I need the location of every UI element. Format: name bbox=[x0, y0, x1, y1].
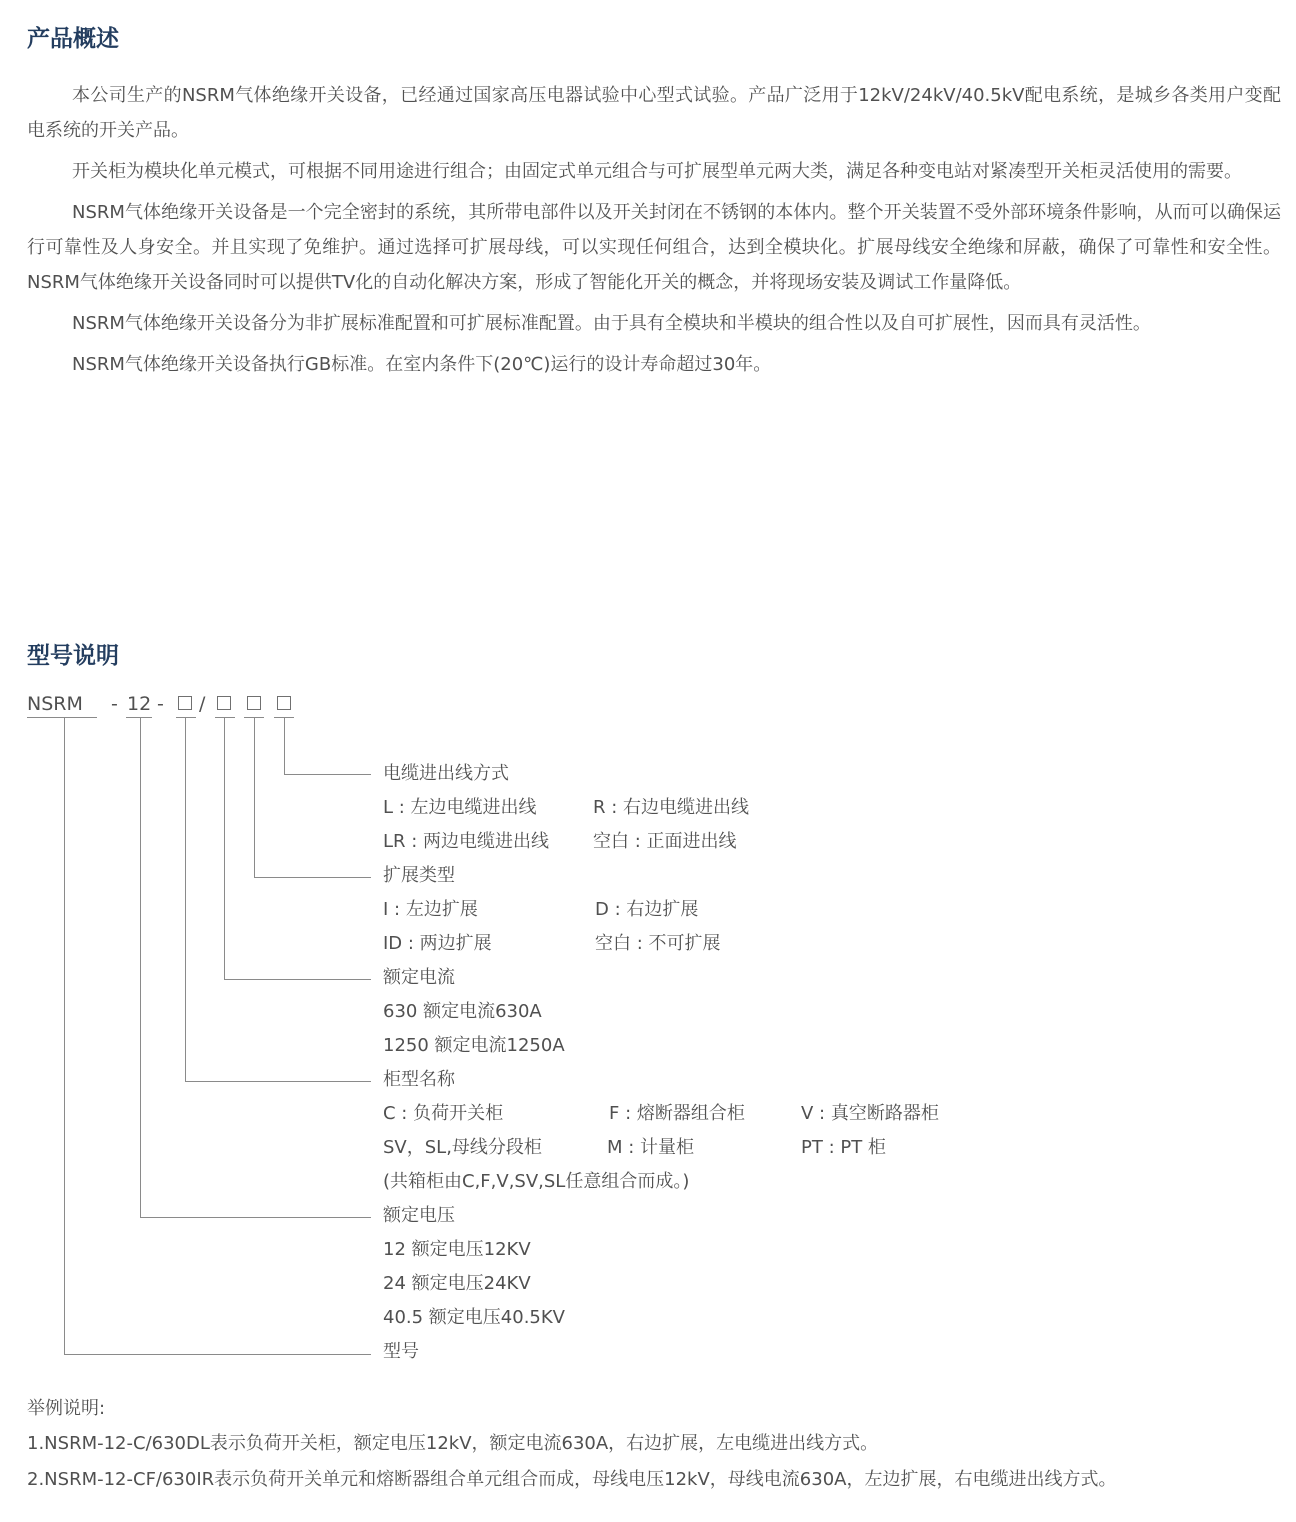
model-line-text: 额定电流 bbox=[383, 967, 455, 988]
example-item: 2.NSRM-12-CF/630IR表示负荷开关单元和熔断器组合单元组合而成，母线电压12kV，母线电流630A，左边扩展，右电缆进出线方式。 bbox=[27, 1469, 1117, 1490]
placeholder-box-icon bbox=[217, 696, 231, 710]
model-line-text: 40.5 额定电压40.5KV bbox=[383, 1307, 565, 1328]
model-line-text: (共箱柜由C,F,V,SV,SL任意组合而成。) bbox=[383, 1171, 690, 1192]
model-line-text: 型号 bbox=[383, 1341, 419, 1362]
connector-line bbox=[224, 979, 371, 980]
connector-line bbox=[185, 717, 186, 1082]
model-code-dash: - bbox=[157, 693, 164, 715]
examples-heading: 举例说明: bbox=[27, 1398, 106, 1419]
connector-line bbox=[224, 717, 225, 980]
overview-paragraph: 开关柜为模块化单元模式，可根据不同用途进行组合；由固定式单元组合与可扩展型单元两大类，满足各种变电站对紧凑型开关柜灵活使用的需要。 bbox=[72, 161, 1242, 182]
connector-line bbox=[140, 717, 141, 1218]
model-line-text: 扩展类型 bbox=[383, 865, 455, 886]
model-line-text: L : 左边电缆进出线 bbox=[383, 797, 537, 818]
model-code-slash: / bbox=[199, 693, 206, 715]
model-code-dash: - bbox=[111, 693, 118, 715]
code-underline bbox=[27, 717, 97, 718]
model-line-text: 柜型名称 bbox=[383, 1069, 455, 1090]
connector-line bbox=[284, 774, 371, 775]
connector-line bbox=[64, 717, 65, 1355]
placeholder-box-icon bbox=[277, 696, 291, 710]
model-line-text: D : 右边扩展 bbox=[595, 899, 699, 920]
code-underline bbox=[215, 717, 235, 718]
model-line-text: 24 额定电压24KV bbox=[383, 1273, 531, 1294]
connector-line bbox=[284, 717, 285, 775]
connector-line bbox=[185, 1081, 371, 1082]
code-underline bbox=[126, 717, 152, 718]
model-line-text: 630 额定电流630A bbox=[383, 1001, 542, 1022]
model-title: 型号说明 bbox=[27, 643, 119, 669]
model-line-text: 额定电压 bbox=[383, 1205, 455, 1226]
model-line-text: 空白 : 不可扩展 bbox=[595, 933, 721, 954]
overview-title: 产品概述 bbox=[27, 26, 119, 52]
overview-paragraph: NSRM气体绝缘开关设备是一个完全密封的系统，其所带电部件以及开关封闭在不锈钢的本体内。整个开关装置不受外部环境条件影响，从而可以确保运行可靠性及人身安全。并且实现了免维护。通过选择可扩展母线，可以实现任何组合，达到全模块化。扩展母线安全绝缘和屏蔽，确保了可靠性和安全性。NSRM气体绝缘开关设备同时可以提供TV化的自动化解决方案，形成了智能化开关的概念，并将现场安装及调试工作量降低。 bbox=[27, 202, 1281, 293]
overview-body bbox=[27, 78, 1281, 388]
model-line-text: 电缆进出线方式 bbox=[383, 763, 509, 784]
connector-line bbox=[254, 717, 255, 878]
model-line-text: PT : PT 柜 bbox=[801, 1137, 886, 1158]
model-line-text: SV，SL,母线分段柜 bbox=[383, 1137, 542, 1158]
model-code-prefix: NSRM bbox=[27, 693, 83, 715]
model-line-text: LR : 两边电缆进出线 bbox=[383, 831, 550, 852]
model-line-text: C : 负荷开关柜 bbox=[383, 1103, 504, 1124]
model-line-text: F : 熔断器组合柜 bbox=[609, 1103, 745, 1124]
model-line-text: 12 额定电压12KV bbox=[383, 1239, 531, 1260]
model-code-voltage: 12 bbox=[127, 693, 152, 715]
connector-line bbox=[254, 877, 371, 878]
model-line-text: ID : 两边扩展 bbox=[383, 933, 492, 954]
model-line-text: 1250 额定电流1250A bbox=[383, 1035, 565, 1056]
model-line-text: V : 真空断路器柜 bbox=[801, 1103, 939, 1124]
placeholder-box-icon bbox=[247, 696, 261, 710]
overview-paragraph: 本公司生产的NSRM气体绝缘开关设备，已经通过国家高压电器试验中心型式试验。产品广泛用于12kV/24kV/40.5kV配电系统，是城乡各类用户变配电系统的开关产品。 bbox=[27, 85, 1281, 141]
connector-line bbox=[140, 1217, 371, 1218]
connector-line bbox=[64, 1354, 371, 1355]
example-item: 1.NSRM-12-C/630DL表示负荷开关柜，额定电压12kV，额定电流630A，右边扩展，左电缆进出线方式。 bbox=[27, 1433, 879, 1454]
model-line-text: I : 左边扩展 bbox=[383, 899, 478, 920]
overview-paragraph: NSRM气体绝缘开关设备分为非扩展标准配置和可扩展标准配置。由于具有全模块和半模块的组合性以及自可扩展性，因而具有灵活性。 bbox=[72, 313, 1151, 334]
model-line-text: 空白 : 正面进出线 bbox=[593, 831, 737, 852]
model-line-text: R : 右边电缆进出线 bbox=[593, 797, 750, 818]
overview-paragraph: NSRM气体绝缘开关设备执行GB标准。在室内条件下(20℃)运行的设计寿命超过30年。 bbox=[72, 354, 772, 375]
model-line-text: M : 计量柜 bbox=[607, 1137, 695, 1158]
placeholder-box-icon bbox=[178, 696, 192, 710]
code-underline bbox=[176, 717, 196, 718]
